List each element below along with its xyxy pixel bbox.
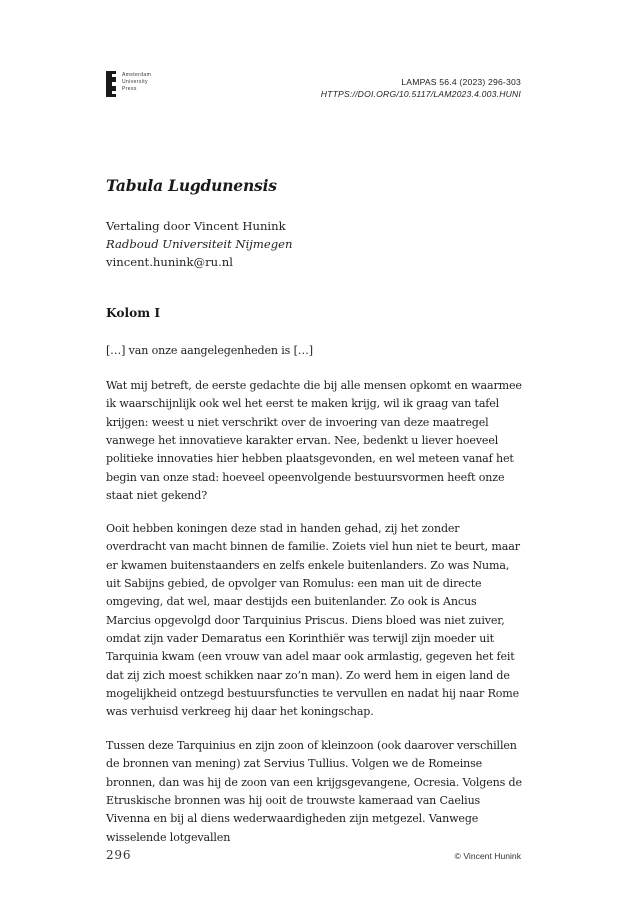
aup-logo-icon: [106, 71, 116, 97]
publisher-name-line: University: [122, 79, 148, 85]
publisher-name-line: Amsterdam: [122, 72, 152, 78]
paragraph: […] van onze aangelegenheden is […]: [106, 344, 313, 357]
author-block: [106, 217, 293, 271]
paragraph: Wat mij betreft, de eerste gedachte die bij alle mensen opkomt en waarmee ik waarschijnlijk ook wel het eerst te maken krijg, wil ik graag van tafel krijgen: weest u niet verschrikt over de invoering van deze maatregel vanwege het innovatieve karakter ervan. Nee, bedenkt u liever hoeveel politieke innovaties hier hebben plaatsgevonden, en wel meteen vanaf het begin van onze stad: hoeveel opeenvolgende bestuursvormen heeft onze staat niet gekend?: [106, 379, 522, 503]
running-header: [321, 76, 521, 100]
doi-link[interactable]: HTTPS://DOI.ORG/10.5117/LAM2023.4.003.HUNI: [320, 89, 521, 99]
page-number: 296: [106, 848, 132, 862]
publisher-name-line: Press: [122, 86, 137, 92]
affiliation: Radboud Universiteit Nijmegen: [106, 237, 293, 251]
copyright-notice: © Vincent Hunink: [454, 851, 521, 861]
article-title: Tabula Lugdunensis: [106, 176, 277, 195]
paragraph: Ooit hebben koningen deze stad in handen gehad, zij het zonder overdracht van macht binnen de familie. Zoiets viel hun niet te beurt, maar er kwamen buitenstaanders en zelfs enkele buitenlanders. Zo was Numa, uit Sabijns gebied, de opvolger van Romulus: een man uit de directe omgeving, dat wel, maar destijds een buitenlander. Zo ook is Ancus Marcius opgevolgd door Tarquinius Priscus. Diens bloed was niet zuiver, omdat zijn vader Demaratus een Korinthiër was terwijl zijn moeder uit Tarquinia kwam (een vrouw van adel maar ook armlastig, gegeven het feit dat zij zich moest schikken naar zo’n man). Zo werd hem in eigen land de mogelijkheid ontzegd bestuursfuncties te vervullen en nadat hij naar Rome was verhuisd verkreeg hij daar het koningschap.: [106, 522, 520, 719]
translator-line: Vertaling door Vincent Hunink: [106, 219, 286, 233]
publisher-name: [122, 72, 151, 93]
paragraph: Tussen deze Tarquinius en zijn zoon of kleinzoon (ook daarover verschillen de bronnen van mening) zat Servius Tullius. Volgen we de Romeinse bronnen, dan was hij de zoon van een krijgsgevangene, Ocresia. Volgens de Etruskische bronnen was hij ooit de trouwste kameraad van Caelius Vivenna en bij al diens wederwaardigheden zijn metgezel. Vanwege wisselende lotgevallen: [106, 739, 522, 844]
journal-citation: LAMPAS 56.4 (2023) 296-303: [401, 77, 521, 87]
author-email[interactable]: vincent.hunink@ru.nl: [106, 255, 233, 269]
publisher-logo: [106, 71, 151, 97]
section-heading: Kolom I: [106, 306, 161, 320]
